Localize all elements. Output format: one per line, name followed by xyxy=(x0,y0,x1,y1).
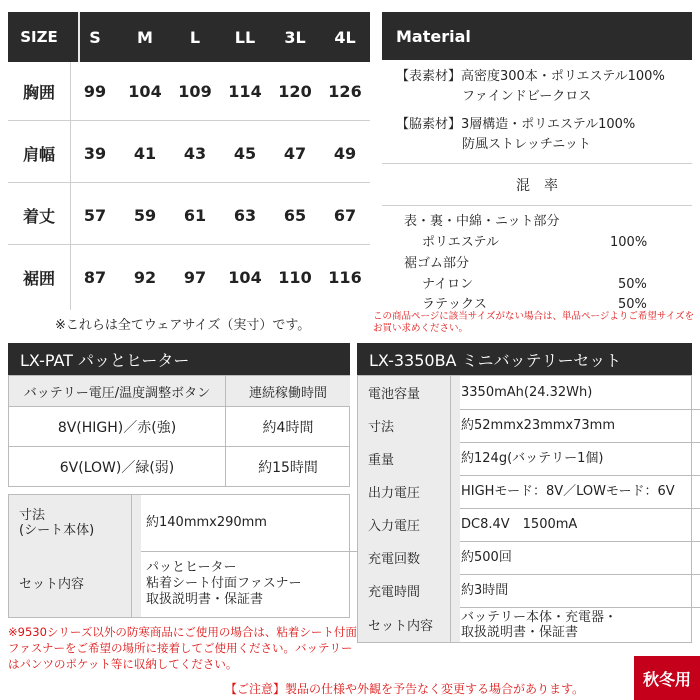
table-row xyxy=(8,62,370,121)
heater-time: 約15時間 xyxy=(225,447,350,487)
heater-note: ※9530シリーズ以外の防寒商品にご使用の場合は、粘着シート付面ファスナーをご希望の場所に接着してご使用ください。バッテリーはパンツのポケット等に収納してください。 xyxy=(8,625,357,671)
battery-key: 充電時間 xyxy=(358,574,460,608)
mix-percent: 100% xyxy=(610,235,648,250)
material-outer-line: 【表素材】高密度300本・ポリエステル100% xyxy=(396,69,665,84)
heater-col-header: 連続稼働時間 xyxy=(225,376,350,407)
mix-percent: 50% xyxy=(618,297,647,312)
column-divider xyxy=(70,62,71,310)
season-badge: 秋冬用 xyxy=(634,656,700,700)
table-cell: 47 xyxy=(283,143,307,163)
material-header: Material xyxy=(382,12,692,60)
battery-key: セット内容 xyxy=(358,607,460,642)
battery-val: 約500回 xyxy=(450,541,700,575)
table-cell: 99 xyxy=(83,81,107,101)
battery-val: DC8.4V 1500mA xyxy=(450,508,700,542)
table-cell: 104 xyxy=(128,81,162,101)
material-body xyxy=(382,60,692,164)
table-cell: 43 xyxy=(183,143,207,163)
battery-spec-table xyxy=(357,375,692,643)
table-cell: 67 xyxy=(333,205,357,225)
mix-part-main: 表・裏・中綿・ニット部分 xyxy=(404,214,560,229)
battery-val: 約52mmx23mmx73mm xyxy=(450,409,700,443)
table-cell: 59 xyxy=(133,205,157,225)
table-cell: 97 xyxy=(183,268,207,287)
table-cell: 104 xyxy=(228,268,262,287)
footer-notice: 【ご注意】製品の仕様や外観を予告なく変更する場合があります。 xyxy=(225,682,585,696)
battery-key: 重量 xyxy=(358,442,460,476)
row-label: 胸囲 xyxy=(22,82,55,102)
heater-col-header: バッテリー電圧/温度調整ボタン xyxy=(9,376,225,407)
battery-key: 出力電圧 xyxy=(358,475,460,509)
table-cell: 63 xyxy=(233,205,257,225)
size-col: M xyxy=(137,27,153,47)
table-cell: 87 xyxy=(83,268,107,287)
battery-val: 約124g(バッテリー1個) xyxy=(450,442,700,476)
table-cell: 65 xyxy=(283,205,307,225)
table-cell: 57 xyxy=(83,205,107,225)
table-cell: 120 xyxy=(278,81,312,101)
material-side-line: 【脇素材】3層構造・ポリエステル100% xyxy=(396,117,636,132)
table-row xyxy=(8,186,370,245)
mix-part-hem: 裾ゴム部分 xyxy=(404,256,470,271)
row-label: 着丈 xyxy=(22,206,55,226)
size-table-header xyxy=(8,12,370,62)
table-cell: 114 xyxy=(228,81,262,101)
size-col: 4L xyxy=(334,27,356,47)
heater-set-item: 取扱説明書・保証書 xyxy=(146,592,264,607)
heater-set-val xyxy=(131,551,364,617)
material-outer-fabric: ファインドビークロス xyxy=(462,89,592,104)
heater-size-key: 寸法 (シート本体) xyxy=(9,495,141,552)
battery-key: 充電回数 xyxy=(358,541,460,575)
size-note: ※これらは全てウェアサイズ（実寸）です。 xyxy=(55,318,311,333)
battery-val: HIGHモード：8V／LOWモード：6V xyxy=(450,475,700,509)
heater-mode-table xyxy=(8,375,350,487)
table-cell: 109 xyxy=(178,81,212,101)
size-col: S xyxy=(89,27,101,47)
size-col: LL xyxy=(234,27,256,47)
mix-body xyxy=(382,206,692,310)
heater-mode: 6V(LOW)／緑(弱) xyxy=(59,460,175,476)
table-cell: 116 xyxy=(328,268,362,287)
battery-header: LX-3350BA ミニバッテリーセット xyxy=(357,343,692,375)
battery-val: 約3時間 xyxy=(450,574,700,608)
heater-mode: 8V(HIGH)／赤(強) xyxy=(57,420,177,436)
size-note-red: この商品ページに該当サイズがない場合は、単品ページよりご希望サイズをお買い求めください。 xyxy=(373,311,695,334)
table-cell: 61 xyxy=(183,205,207,225)
table-cell: 39 xyxy=(83,143,107,163)
table-row xyxy=(8,248,370,307)
heater-size-val: 約140mmx290mm xyxy=(131,495,364,552)
mix-material: ラテックス xyxy=(422,297,487,312)
heater-set-item: パッとヒーター xyxy=(146,560,237,575)
header-divider xyxy=(78,12,80,62)
heater-header: LX-PAT パッとヒーター xyxy=(8,343,350,375)
battery-key: 電池容量 xyxy=(358,376,460,410)
material-side-fabric: 防風ストレッチニット xyxy=(462,137,591,152)
battery-val: バッテリー本体・充電器・ 取扱説明書・保証書 xyxy=(450,607,700,642)
table-cell: 110 xyxy=(278,268,312,287)
table-cell: 126 xyxy=(328,81,362,101)
mix-material: ナイロン xyxy=(422,277,474,292)
table-cell: 49 xyxy=(333,143,357,163)
heater-spec-table xyxy=(8,494,350,618)
table-cell: 92 xyxy=(133,268,157,287)
mix-material: ポリエステル xyxy=(422,235,499,250)
battery-key: 入力電圧 xyxy=(358,508,460,542)
battery-val: 3350mAh(24.32Wh) xyxy=(450,376,700,410)
mix-title: 混 率 xyxy=(382,164,692,206)
table-row xyxy=(8,124,370,183)
heater-set-key: セット内容 xyxy=(9,551,141,617)
table-cell: 41 xyxy=(133,143,157,163)
row-label: 肩幅 xyxy=(22,144,55,164)
size-col: L xyxy=(189,27,201,47)
mix-percent: 50% xyxy=(618,277,647,292)
battery-key: 寸法 xyxy=(358,409,460,443)
heater-set-item: 粘着シート付面ファスナー xyxy=(146,576,302,591)
table-cell: 45 xyxy=(233,143,257,163)
heater-time: 約4時間 xyxy=(225,407,350,447)
size-header-label: SIZE xyxy=(20,28,58,46)
row-label: 裾囲 xyxy=(22,269,55,288)
size-col: 3L xyxy=(284,27,306,47)
